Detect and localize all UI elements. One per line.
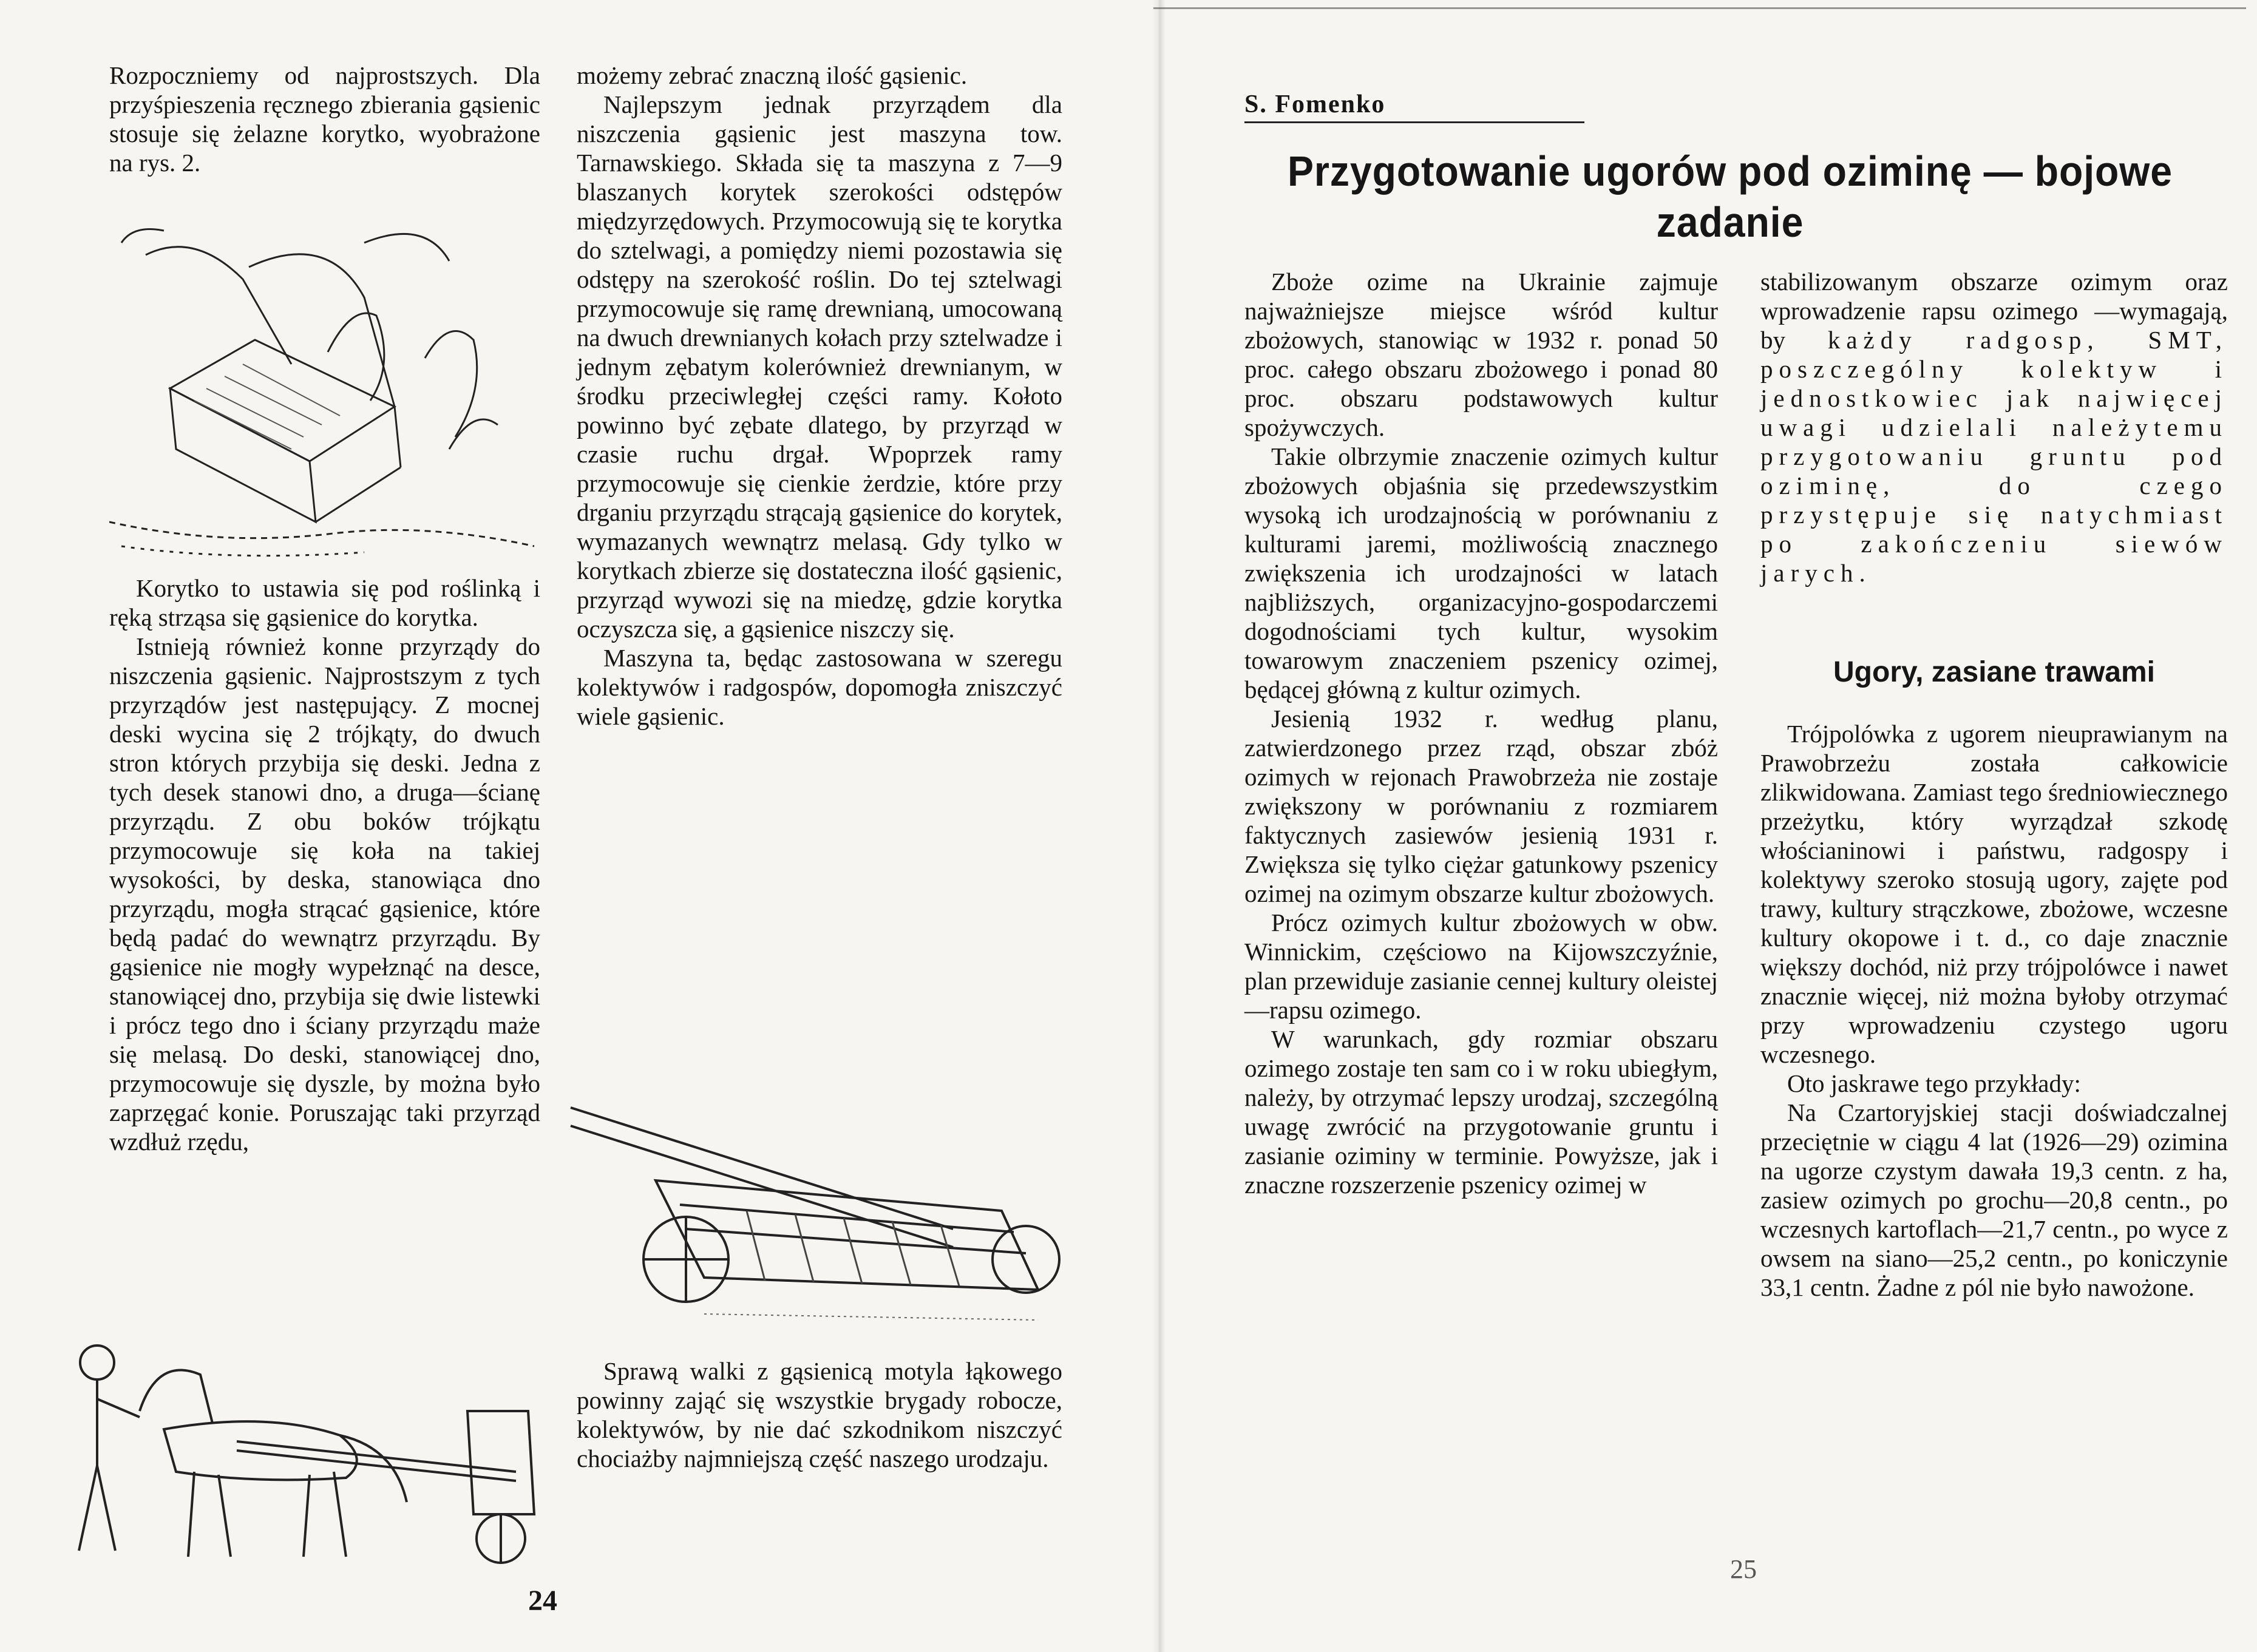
left-column-1-top	[109, 61, 540, 177]
paragraph: W warunkach, gdy rozmiar obszaru ozimego zostaje ten sam co i w roku ubiegłym, należy, by otrzymać lepszy urodzaj, szczególną uwagę zwrócić na przygotowanie gruntu i zasianie oziminy w terminie. Powyższe, jak i znaczne rozszerzenie pszenicy ozimej w	[1244, 1025, 1718, 1199]
left-column-1-bottom	[109, 574, 540, 1156]
paragraph: możemy zebrać znaczną ilość gąsienic.	[577, 61, 968, 89]
scoop-drawing	[109, 206, 546, 564]
paragraph: Najlepszym jednak przyrządem dla niszczenia gąsienic jest maszyna tow. Tarnawskiego. Składa się ta maszyna z 7—9 blaszanych korytek szerokości odstępów międzyrzędowych. Przymocowują się te korytka do sztelwagi, a pomiędzy niemi pozostawia się odstępy na szerokość roślin. Do tej sztelwagi przymocowuje się ramę drewnianą, umocowaną na dwuch drewnianych kołach przy sztelwadze i jednym zębatym kolerównież drewnianym, w środku przeciwległej części ramy. Kołoto powinno być zębate dlatego, by przyrząd w czasie ruchu drgał. Wpoprzek ramy przymocowuje się cienkie żerdzie, które przy drganiu przyrządu strącają gąsienice do korytek, wymazanych wewnątrz melasą. Gdy tylko w korytkach zbierze się dostateczna ilość gąsienic, przyrząd wywozi się na miedzę, gdzie korytka oczyszcza się, a gąsienice niszczy się.	[577, 90, 1062, 643]
paragraph: Sprawą walki z gąsienicą motyla łąkowego powinny zająć się wszystkie brygady robocze, kolektywów, by nie dać szkodnikom niszczyć chociażby najmniejszą część naszego urodzaju.	[577, 1357, 1062, 1472]
paragraph: Maszyna ta, będąc zastosowana w szeregu kolektywów i radgospów, dopomogła zniszczyć wiele gąsienic.	[577, 644, 1062, 730]
left-column-2-top	[577, 61, 1062, 731]
paragraph: Jesienią 1932 r. według planu, zatwierdzonego przez rząd, obszar zbóż ozimych w rejonach Prawobrzeża nie zostaje zwiększony w porównaniu z rozmiarem faktycznych zasiewów jesienią 1931 r. Zwiększa się tylko ciężar gatunkowy pszenicy ozimej na ozimym obszarze kultur zbożowych.	[1244, 705, 1718, 907]
page-number: 24	[528, 1585, 557, 1617]
tarnawski-machine-illustration	[565, 1059, 1068, 1344]
paragraph: Prócz ozimych kultur zbożowych w obw. Winnickim, częściowo na Kijowszczyźnie, plan przewiduje zasianie cennej kultury oleistej—rapsu ozimego.	[1244, 909, 1718, 1024]
machine-drawing	[565, 1059, 1068, 1344]
paragraph: Na Czartoryjskiej stacji doświadczalnej przeciętnie w ciągu 4 lat (1926—29) ozimina na ugorze czystym dawała 19,3 centn. z ha, zasiew ozimych po grochu—20,8 centn., po wczesnych kartoflach—21,7 centn., po wyce z owsem na siano—25,2 centn., po koniczynie 33,1 centn. Żadne z pól nie było nawożone.	[1760, 1099, 2228, 1301]
paragraph: Oto jaskrawe tego przykłady:	[1787, 1069, 2081, 1097]
paragraph: Takie olbrzymie znaczenie ozimych kultur zbożowych objaśnia się przedewszystkim wysoką ich urodzajnością w porównaniu z kulturami jaremi, możliwością znacznego zwiększenia ich urodzajności w latach najbliższych, organizacyjno-gospodarczemi dogodnościami tych kultur, wysokim towarowym znaczeniem pszenicy ozimej, będącej główną z kultur ozimych.	[1244, 442, 1718, 703]
paragraph: Rozpoczniemy od najprostszych. Dla przyśpieszenia ręcznego zbierania gąsienic stosuje się żelazne korytko, wyobrażone na rys. 2.	[109, 61, 540, 177]
horse-drawing	[55, 1320, 552, 1575]
horse-drawn-device-illustration	[55, 1320, 552, 1575]
paragraph: Korytko to ustawia się pod roślinką i ręką strząsa się gąsienice do korytka.	[109, 574, 540, 631]
hand-scoop-illustration	[109, 206, 546, 564]
left-column-2-bottom	[577, 1356, 1062, 1473]
right-page	[1153, 0, 2257, 1652]
article-title: Przygotowanie ugorów pod oziminę — bojowe zadanie	[1287, 147, 2173, 246]
section-heading: Ugory, zasiane trawami	[1833, 656, 2155, 688]
paragraph: Trójpolówka z ugorem nieuprawianym na Prawobrzeżu została całkowicie zlikwidowana. Zamiast tego średniowiecznego przeżytku, który wyrządzał szkodę włościaninowi i państwu, radgospy i kolektywy szeroko stosują ugory, zajęte pod trawy, kultury strączkowe, zbożowe, wczesne kultury okopowe i t. d., co daje znacznie większy dochód, niż przy trójpolówce i nawet znacznie więcej, niż można byłoby otrzymać przy wprowadzeniu czystego ugoru wczesnego.	[1760, 720, 2228, 1068]
author-underline	[1244, 121, 1584, 123]
right-column-1	[1244, 267, 1718, 1199]
author-name: S. Fomenko	[1244, 90, 1386, 118]
paragraph-intro: stabilizowanym obszarze ozimym oraz wprowadzenie rapsu ozimego —wymagają, by	[1760, 268, 2228, 354]
page-number: 25	[1730, 1554, 1757, 1584]
emphasized-text: każdy radgosp, SMT, poszczególny kolektyw i jednostkowiec jak najwięcej uwagi udzielali należytemu przygotowaniu gruntu pod oziminę, do czego przystępuje się natychmiast po zakończeniu siewów jarych.	[1760, 326, 2228, 587]
paragraph	[1760, 267, 2228, 587]
paragraph: Zboże ozime na Ukrainie zajmuje najważniejsze miejsce wśród kultur zbożowych, stanowiąc w 1932 r. ponad 50 proc. całego obszaru zbożowego i ponad 80 proc. obszaru podstawowych kultur spożywczych.	[1244, 268, 1718, 441]
right-column-2-top	[1760, 267, 2228, 587]
right-column-2-bottom	[1760, 719, 2228, 1302]
paragraph: Istnieją również konne przyrządy do niszczenia gąsienic. Najprostszym z tych przyrządów jest następujący. Z mocnej deski wycina się 2 trójkąty, do dwuch stron których przybija się deski. Jedna z tych desek stanowi dno, a druga—ścianę przyrządu. Z obu boków trójkątu przymocowuje się koła na takiej wysokości, by deska, stanowiąca dno przyrządu, mogła strącać gąsienice, które będą padać do wewnątrz przyrządu. By gąsienice nie mogły wypełznąć na desce, stanowiącej dno, przybija się dwie listewki i prócz tego dno i ściany przyrządu maże się melasą. Do deski, stanowiącej dno, przymocowuje się dyszle, by można było zaprzęgać konie. Poruszając taki przyrząd wzdłuż rzędu,	[109, 632, 540, 1156]
